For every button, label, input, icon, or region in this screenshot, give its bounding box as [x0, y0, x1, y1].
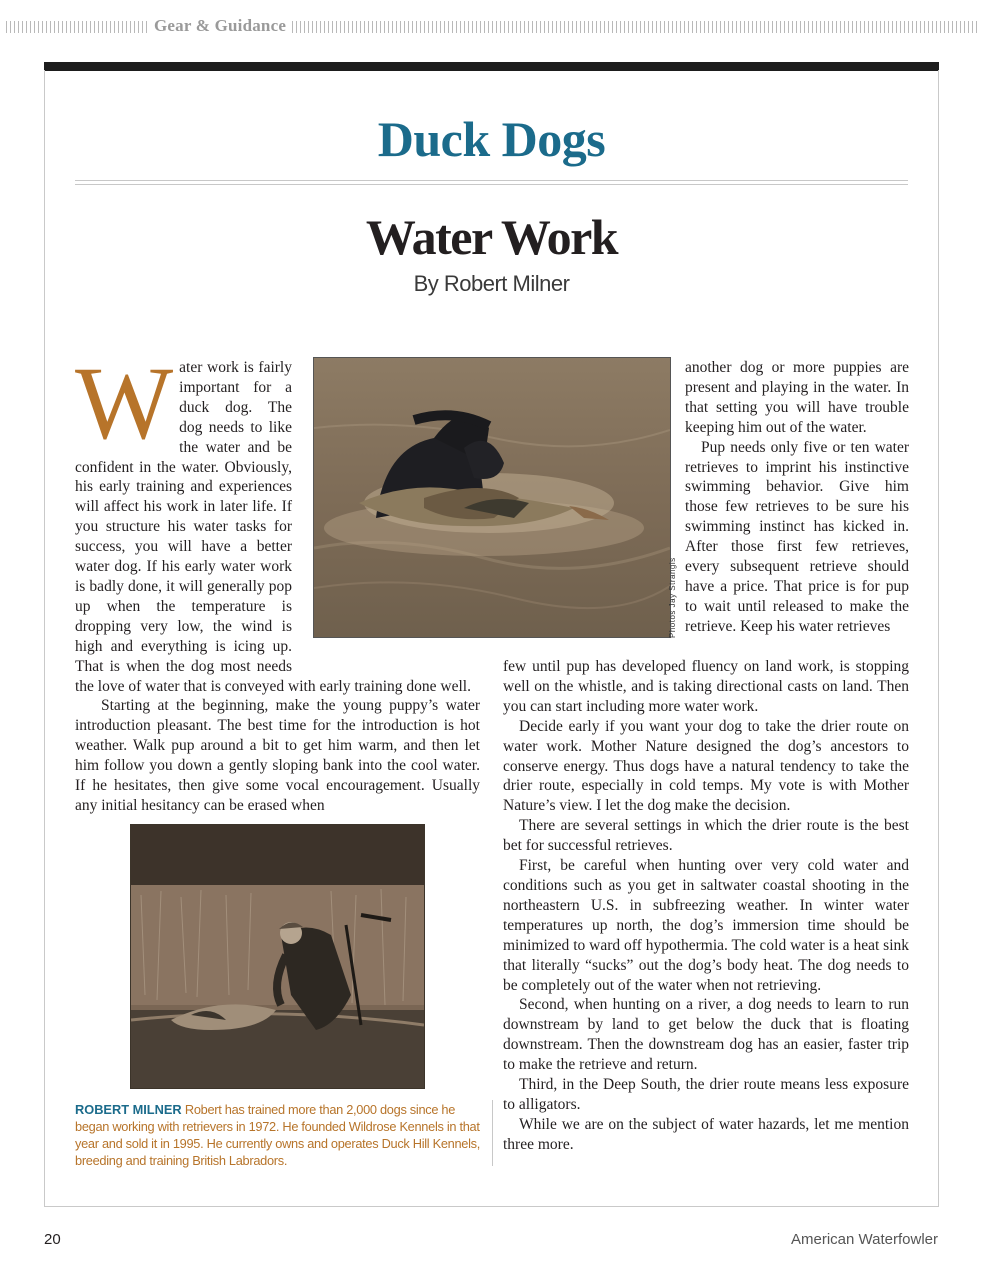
paragraph: another dog or more puppies are present and playing in the water. In that setting you will have trouble keeping him out of the water.: [685, 359, 909, 436]
swimming-dog-photo: [313, 357, 671, 638]
section-title: Duck Dogs: [377, 111, 606, 167]
paragraph: Decide early if you want your dog to take the drier route on water work. Mother Nature designed the dog’s ancestors to conserve energy. Thus dogs have a natural tendency to take the drier route, especially in cold temps. My vote is with Mother Nature’s view. I let the dog make the decision.: [503, 717, 909, 815]
paragraph: few until pup has developed fluency on land work, is stopping well on the whistle, and is taking directional casts on land. Then you can start including more water work.: [503, 658, 909, 715]
title-divider-2: [75, 184, 908, 185]
bio-text: Robert has trained more than 2,000 dogs since he began working with retrievers in 1972. He founded Wildrose Kennels in that year and sold it in 1995. He currently owns and operates Duck Hill Kennels, breeding and training British Labradors.: [75, 1102, 481, 1168]
photo-credit: Photos Jay Strangis: [668, 557, 677, 638]
author-photo: [130, 824, 425, 1089]
paragraph: Second, when hunting on a river, a dog needs to learn to run downstream by land to get below the duck that is floating downstream. Then the downstream dog has an easier, faster trip to make the retrieve and return.: [503, 996, 909, 1074]
swimming-dog-illustration: [314, 358, 670, 637]
page-number: 20: [44, 1231, 61, 1248]
header-hatch-right: [292, 21, 978, 33]
paragraph: Third, in the Deep South, the drier route means less exposure to alligators.: [503, 1076, 909, 1113]
section-header-strip: [0, 14, 983, 40]
paragraph: Starting at the beginning, make the young puppy’s water introduction pleasant. The best time for the introduction is hot weather. Walk pup around a bit to get him warm, and then let him follow you down a gently sloping bank into the cool water. If he hesitates, then give some vocal encouragement. Usually any initial hesitancy can be erased when: [75, 697, 480, 814]
title-divider: [75, 180, 908, 181]
author-with-dog-illustration: [131, 825, 424, 1088]
author-bio: [75, 1101, 485, 1169]
section-label: Gear & Guidance: [154, 16, 287, 35]
magazine-name: American Waterfowler: [791, 1231, 938, 1248]
intro-paragraph: ater work is fairly important for a duck dog. The dog needs to like the water and be confident in the water. Obviously, his early training and experiences will affect his work in later life. If you structure his water tasks for success, you will have a better water dog. If his early water work is badly done, it will generally pop up when the temperature is dropping very low, the wind is high and everything is icing up. That is when the dog most needs the love of water that is conveyed with early training done well.: [75, 359, 471, 695]
bio-name: ROBERT MILNER: [75, 1102, 182, 1117]
drop-cap: W: [75, 346, 174, 461]
paragraph: First, be careful when hunting over very cold water and conditions such as you get in saltwater coastal shooting in the northeastern U.S. in subfreezing weather. In winter water temperatures up north, the dog’s immersion time should be minimized to ward off hypothermia. The cold water is a heat sink that literally “sucks” out the dog’s body heat. The dog needs to be completely out of the water when not retrieving.: [503, 857, 909, 994]
byline: By Robert Milner: [413, 271, 570, 296]
article-title: Water Work: [365, 209, 618, 265]
bio-divider: [492, 1100, 493, 1166]
article-column-2-top: [685, 358, 909, 637]
paragraph: There are several settings in which the drier route is the best bet for successful retrieves.: [503, 817, 909, 855]
header-hatch-left: [6, 21, 150, 33]
paragraph: While we are on the subject of water hazards, let me mention three more.: [503, 1115, 909, 1153]
paragraph: Pup needs only five or ten water retrieves to imprint his instinctive swimming behavior. Give him those few retrieves to be sure his swimming instinct has kicked in. After those first few retrieves, every subsequent retrieve should have a price. That price is for pup to wait until released to make the retrieve. Keep his water retrieves: [685, 438, 909, 635]
article-column-2-bottom: [503, 657, 909, 1155]
